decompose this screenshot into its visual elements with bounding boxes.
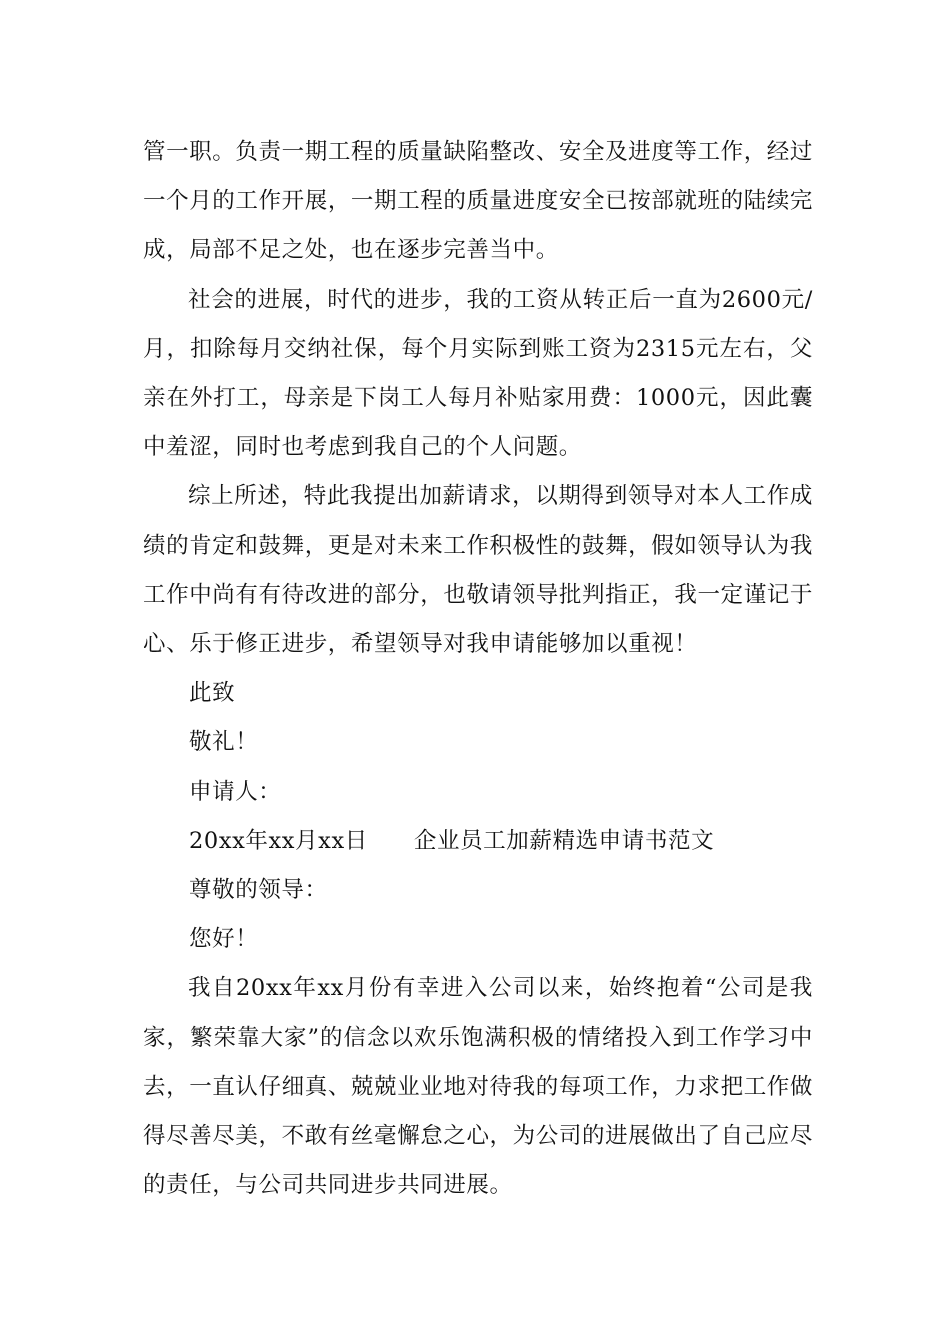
greeting-to-line: 尊敬的领导：: [189, 877, 328, 904]
next-letter-title: 企业员工加薪精选申请书范文: [413, 827, 715, 854]
paragraph-intro: 我自20xx年xx月份有幸进入公司以来，始终抱着“公司是我家，繁荣靠大家”的信念以欢乐饱满积极的情绪投入到工作学习中去，一直认仔细真、兢兢业业地对待我的每项工作，力求把工作做得尽善尽美，不敢有丝毫懈怠之心，为公司的进展做出了自己应尽的责任，与公司共同进步共同进展。: [143, 975, 813, 1199]
closing-line: 此致: [189, 680, 236, 707]
salute-line: 敬礼！: [189, 729, 259, 756]
document-body: [143, 128, 813, 1210]
applicant-label: 申请人：: [189, 778, 282, 805]
greeting-line: 您好！: [189, 926, 259, 953]
paragraph-continuation: 管一职。负责一期工程的质量缺陷整改、安全及进度等工作，经过一个月的工作开展，一期工程的质量进度安全已按部就班的陆续完成，局部不足之处，也在逐步完善当中。: [143, 139, 813, 264]
paragraph-request: 综上所述，特此我提出加薪请求，以期得到领导对本人工作成绩的肯定和鼓舞，更是对未来工作积极性的鼓舞，假如领导认为我工作中尚有有待改进的部分，也敬请领导批判指正，我一定谨记于心、乐于修正进步，希望领导对我申请能够加以重视！: [143, 483, 813, 658]
date-text: 20xx年xx月xx日: [189, 827, 368, 854]
paragraph-salary: 社会的进展，时代的进步，我的工资从转正后一直为2600元/月，扣除每月交纳社保，每个月实际到账工资为2315元左右，父亲在外打工，母亲是下岗工人每月补贴家用费：1000元，因此囊中羞涩，同时也考虑到我自己的个人问题。: [143, 286, 813, 461]
date-and-title-line: [143, 817, 813, 866]
